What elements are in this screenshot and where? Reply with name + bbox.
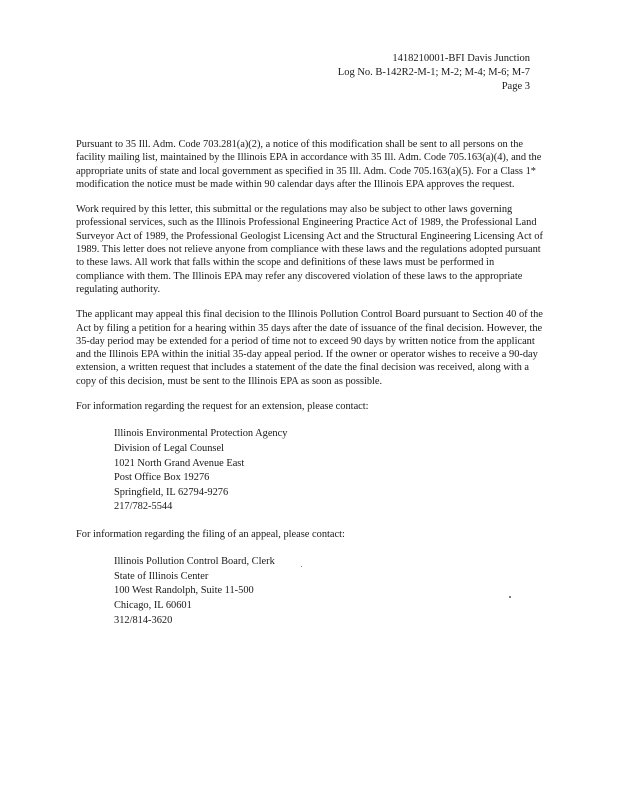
paragraph-notice: Pursuant to 35 Ill. Adm. Code 703.281(a)(2), a notice of this modification shall be sent to all persons on the facility mailing list, maintained by the Illinois EPA in accordance with 35 Ill. Adm. Code 705.163(a)(4), and the appropriate units of state and local government as specified in 35 Ill. Adm. Code 705.163(a)(5). For a Class 1* modification the notice must be made within 90 calendar days after the Illinois EPA approves the request. [76, 139, 542, 190]
address-line: Division of Legal Counsel [114, 442, 224, 454]
appeal-intro: For information regarding the filing of an appeal, please contact: [76, 528, 345, 540]
address-line: Springfield, IL 62794-9276 [114, 486, 229, 498]
address-line: 1021 North Grand Avenue East [114, 457, 245, 469]
address-line: 312/814-3620 [114, 614, 173, 626]
header-log-number: Log No. B-142R2-M-1; M-2; M-4; M-6; M-7 [337, 67, 530, 78]
paragraph-appeal: The applicant may appeal this final decision to the Illinois Pollution Control Board pursuant to Section 40 of the Act by filing a petition for a hearing within 35 days after the date of issuance of the final decision. However, the 35-day period may be extended for a period of time not to exceed 90 days by written notice from the applicant and the Illinois EPA within the initial 35-day appeal period. If the owner or operator wishes to receive a 90-day extension, a written request that includes a statement of the date the final decision was received, along with a copy of this decision, must be sent to the Illinois EPA as soon as possible. [76, 309, 543, 387]
address-line: 100 West Randolph, Suite 11-500 [114, 585, 254, 597]
address-line: Post Office Box 19276 [114, 472, 210, 484]
extension-contact-address [114, 427, 544, 515]
appeal-contact-address [114, 555, 544, 628]
address-line: Illinois Environmental Protection Agency [114, 428, 288, 440]
scan-speck [509, 596, 511, 598]
header-page-number: Page 3 [501, 81, 530, 92]
letter-body [76, 138, 544, 641]
extension-intro: For information regarding the request for an extension, please contact: [76, 401, 369, 413]
scan-speck [301, 566, 302, 567]
address-line: Illinois Pollution Control Board, Clerk [114, 556, 275, 568]
address-line: State of Illinois Center [114, 570, 209, 582]
address-line: 217/782-5544 [114, 501, 173, 513]
header-facility-id: 1418210001-BFI Davis Junction [392, 53, 530, 64]
address-line: Chicago, IL 60601 [114, 599, 192, 611]
page-header [338, 52, 530, 94]
paragraph-professional-services: Work required by this letter, this submittal or the regulations may also be subject to other laws governing professional services, such as the Illinois Professional Engineering Practice Act of 1989, the Professional Land Surveyor Act of 1989, the Professional Geologist Licensing Act and the Structural Engineering Licensing Act of 1989. This letter does not relieve anyone from compliance with these laws and the regulations adopted pursuant to these laws. All work that falls within the scope and definitions of these laws must be performed in compliance with them. The Illinois EPA may refer any discovered violation of these laws to the appropriate regulating authority. [76, 204, 543, 295]
